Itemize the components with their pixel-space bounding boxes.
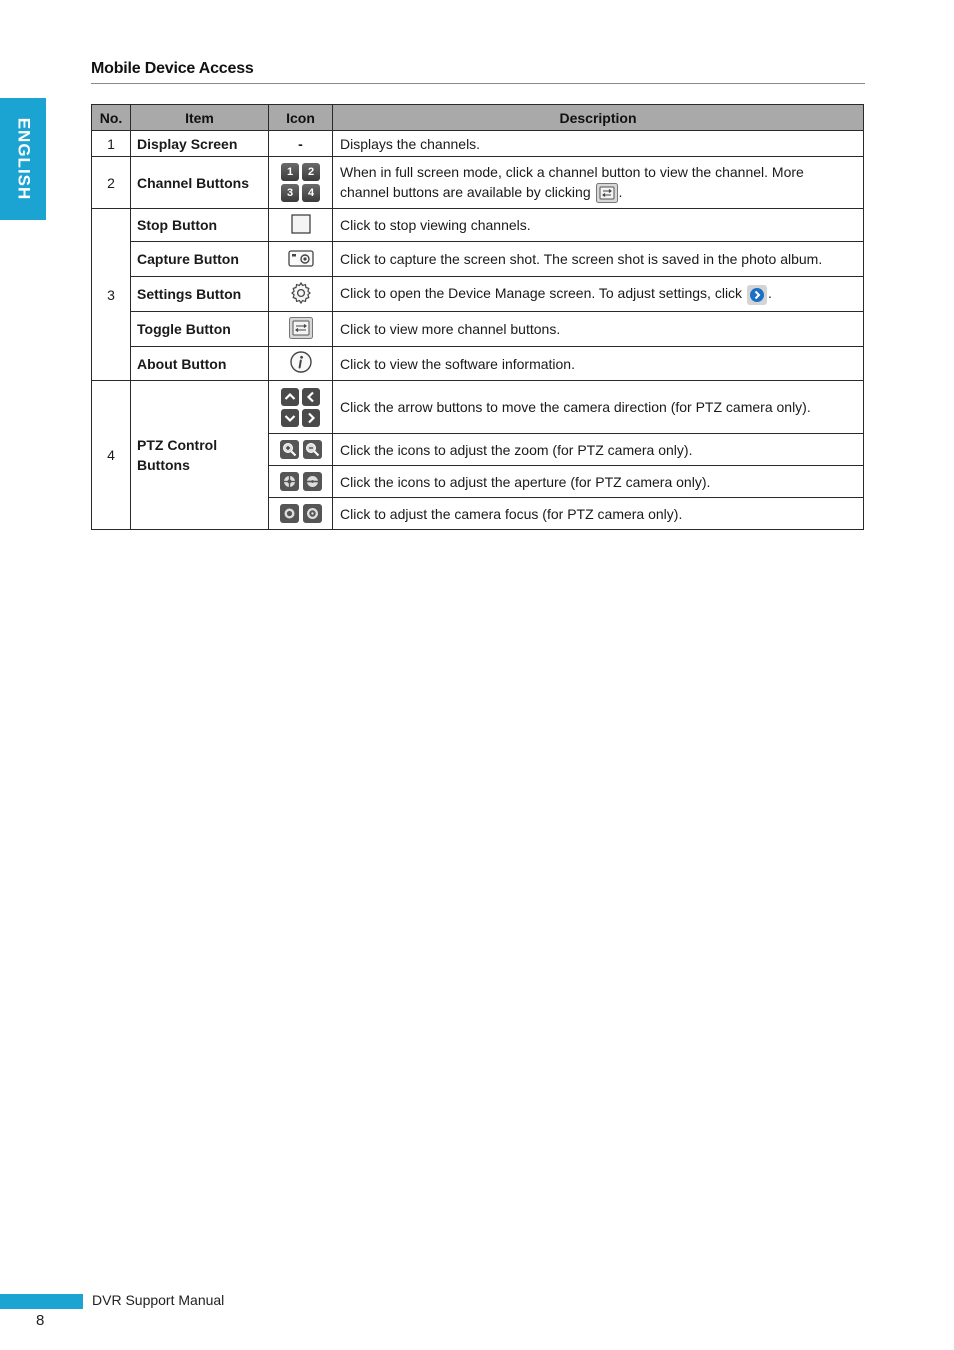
row-description: Displays the channels. xyxy=(333,131,864,157)
camera-icon xyxy=(269,242,333,277)
header-item: Item xyxy=(131,105,269,131)
row-description: Click the arrow buttons to move the camera direction (for PTZ camera only). xyxy=(333,381,864,434)
channel-1-icon: 1 xyxy=(281,163,299,181)
toggle-icon xyxy=(269,312,333,347)
row-description xyxy=(333,277,864,312)
row-description: Click the icons to adjust the aperture (for PTZ camera only). xyxy=(333,466,864,498)
row-item: About Button xyxy=(131,347,269,381)
header-icon: Icon xyxy=(269,105,333,131)
zoom-out-icon xyxy=(303,440,322,459)
aperture-open-icon xyxy=(280,472,299,491)
footer-manual-title: DVR Support Manual xyxy=(92,1292,225,1308)
channel-number-grid-icon xyxy=(269,157,333,209)
focus-far-icon xyxy=(303,504,322,523)
description-end: . xyxy=(618,183,623,200)
description-text: When in full screen mode, click a channel button to view the channel. More channel buttons are available by clicking xyxy=(340,163,804,200)
title-divider xyxy=(91,83,865,84)
toggle-icon xyxy=(596,183,618,203)
language-label: ENGLISH xyxy=(14,117,33,201)
aperture-close-icon xyxy=(303,472,322,491)
header-no: No. xyxy=(92,105,131,131)
row-description: Click to stop viewing channels. xyxy=(333,209,864,242)
ptz-arrow-icons xyxy=(269,381,333,434)
focus-icons xyxy=(269,498,333,530)
row-item: Capture Button xyxy=(131,242,269,277)
row-description: Click to view the software information. xyxy=(333,347,864,381)
table-row xyxy=(92,157,864,209)
row-item: Display Screen xyxy=(131,131,269,157)
description-text: Click to open the Device Manage screen. To adjust settings, click xyxy=(340,285,743,302)
gear-icon xyxy=(269,277,333,312)
row-item: Stop Button xyxy=(131,209,269,242)
arrow-right-icon xyxy=(302,409,320,427)
button-reference-table xyxy=(91,104,864,530)
zoom-icons xyxy=(269,434,333,466)
table-row xyxy=(92,242,864,277)
page-number: 8 xyxy=(36,1312,45,1329)
row-item: Toggle Button xyxy=(131,312,269,347)
description-end: . xyxy=(767,285,772,302)
focus-near-icon xyxy=(280,504,299,523)
row-icon-text: - xyxy=(269,131,333,157)
zoom-in-icon xyxy=(280,440,299,459)
footer-accent-bar xyxy=(0,1294,83,1309)
channel-4-icon: 4 xyxy=(302,184,320,202)
table-header-row xyxy=(92,105,864,131)
stop-square-icon xyxy=(269,209,333,242)
table-row xyxy=(92,381,864,434)
row-description: Click to capture the screen shot. The screen shot is saved in the photo album. xyxy=(333,242,864,277)
blue-arrow-icon xyxy=(747,285,767,305)
row-number: 2 xyxy=(92,157,131,209)
channel-3-icon: 3 xyxy=(281,184,299,202)
channel-2-icon: 2 xyxy=(302,163,320,181)
row-number: 4 xyxy=(92,381,131,530)
table-row xyxy=(92,131,864,157)
table-row xyxy=(92,209,864,242)
row-item: Settings Button xyxy=(131,277,269,312)
table-row xyxy=(92,277,864,312)
language-side-tab xyxy=(0,98,46,220)
row-item: PTZ Control Buttons xyxy=(131,381,269,530)
table-row xyxy=(92,347,864,381)
table-row xyxy=(92,312,864,347)
header-description: Description xyxy=(333,105,864,131)
row-description: Click the icons to adjust the zoom (for PTZ camera only). xyxy=(333,434,864,466)
row-number: 3 xyxy=(92,209,131,381)
section-title: Mobile Device Access xyxy=(91,60,254,77)
aperture-icons xyxy=(269,466,333,498)
arrow-up-icon xyxy=(281,388,299,406)
arrow-down-icon xyxy=(281,409,299,427)
row-description xyxy=(333,157,864,209)
info-icon xyxy=(269,347,333,381)
row-description: Click to adjust the camera focus (for PTZ camera only). xyxy=(333,498,864,530)
row-number: 1 xyxy=(92,131,131,157)
row-item: Channel Buttons xyxy=(131,157,269,209)
arrow-left-icon xyxy=(302,388,320,406)
row-description: Click to view more channel buttons. xyxy=(333,312,864,347)
